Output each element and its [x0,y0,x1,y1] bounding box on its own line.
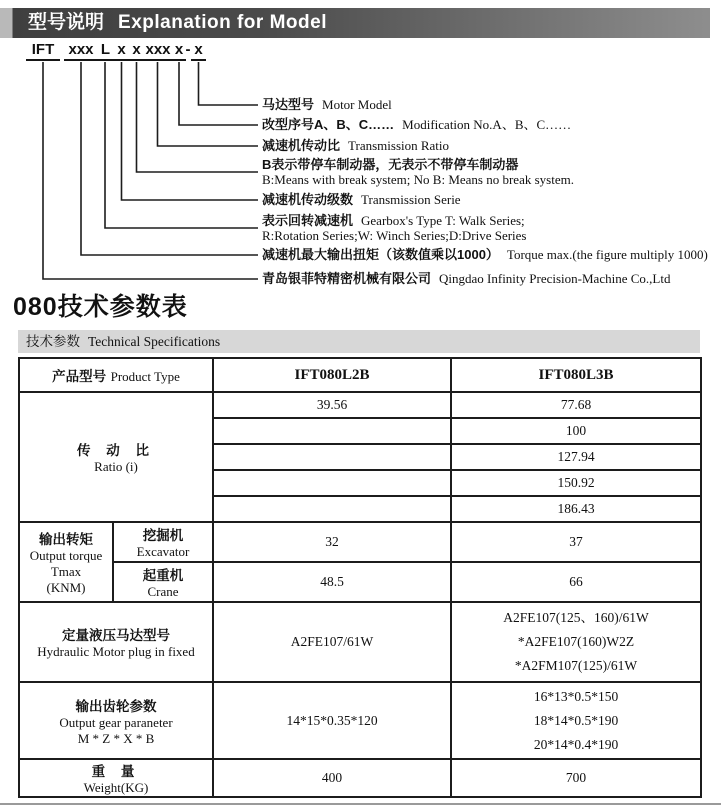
ratio-value-cell: 127.94 [451,444,701,470]
excavator-label-cell: 挖掘机 Excavator [113,522,213,562]
model-code-x3: x [172,41,186,61]
spec-bar [18,330,700,353]
hydraulic-label-cell: 定量液压马达型号 Hydraulic Motor plug in fixed [19,602,213,682]
ratio-value-cell [213,418,451,444]
spec-table [18,357,702,798]
model-code-size: xxx [64,41,98,61]
diagram-label-brake-system: B表示带停车制动器，无表示不带停车制动器 B:Means with break system; No B: Means no break system. [262,157,574,187]
spec-bar-cn: 技术参数 [26,334,80,349]
hydraulic-value-list-cell: A2FE107(125、160)/61W *A2FE107(160)W2Z *A2FM107(125)/61W [451,602,701,682]
table-row-output-gear [19,682,701,759]
table-row-hydraulic-motor [19,602,701,682]
table-row-weight [19,759,701,797]
banner-title-cn: 型号说明 [28,12,105,33]
model-code-x1: x [114,41,129,61]
product-model-1-cell: IFT080L2B [213,358,451,392]
ratio-value-cell: 77.68 [451,392,701,418]
model-code-x4: x [191,41,206,61]
torque-value-cell: 48.5 [213,562,451,602]
torque-value-cell: 66 [451,562,701,602]
ratio-label-cell: 传 动 比 Ratio (i) [19,392,213,522]
product-model-2-cell: IFT080L3B [451,358,701,392]
model-code-type: L [97,41,114,61]
spec-bar-en: Technical Specifications [88,334,221,349]
diagram-label-modification: 改型序号A、B、C…… Modification No.A、B、C…… [262,117,572,132]
gear-label-cell: 输出齿轮参数 Output gear paraneter M * Z * X * B [19,682,213,759]
model-code-ratio: xxx [143,41,173,61]
crane-label-cell: 起重机 Crane [113,562,213,602]
diagram-label-transmission-ratio: 减速机传动比 Transmission Ratio [262,138,450,153]
gear-value-cell: 14*15*0.35*120 [213,682,451,759]
model-code-x2: x [129,41,144,61]
gear-value-list-cell: 16*13*0.5*150 18*14*0.5*190 20*14*0.4*190 [451,682,701,759]
ratio-value-cell [213,444,451,470]
weight-label-cell: 重 量 Weight(KG) [19,759,213,797]
ratio-value-cell: 100 [451,418,701,444]
weight-value-cell: 700 [451,759,701,797]
torque-value-cell: 37 [451,522,701,562]
model-code-dash: - [185,41,191,58]
ratio-value-cell: 39.56 [213,392,451,418]
table-row-ratio-1 [19,392,701,418]
product-type-header-cell: 产品型号 Product Type [19,358,213,392]
bottom-divider [0,803,721,805]
torque-value-cell: 32 [213,522,451,562]
table-row-torque-crane [19,562,701,602]
hydraulic-value-cell: A2FE107/61W [213,602,451,682]
ratio-value-cell: 186.43 [451,496,701,522]
diagram-label-motor-model: 马达型号 Motor Model [262,97,392,112]
ratio-value-cell [213,496,451,522]
model-code-prefix: IFT [26,41,60,61]
ratio-value-cell: 150.92 [451,470,701,496]
table-row-torque-excavator [19,522,701,562]
diagram-label-gearbox-type: 表示回转减速机 Gearbox's Type T: Walk Series; R:Rotation Series;W: Winch Series;D:Drive Series [262,213,527,243]
banner-title-en: Explanation for Model [118,12,327,33]
torque-label-cell: 输出转矩 Output torque Tmax (KNM) [19,522,113,602]
diagram-label-company: 青岛银菲特精密机械有限公司 Qingdao Infinity Precision-Machine Co.,Ltd [262,271,671,286]
ratio-value-cell [213,470,451,496]
table-row-header [19,358,701,392]
diagram-label-torque-max: 减速机最大输出扭矩（该数值乘以1000） Torque max.(the figure multiply 1000) [262,247,708,262]
weight-value-cell: 400 [213,759,451,797]
section-title: 080技术参数表 [13,293,188,321]
diagram-label-transmission-serie: 减速机传动级数 Transmission Serie [262,192,461,207]
